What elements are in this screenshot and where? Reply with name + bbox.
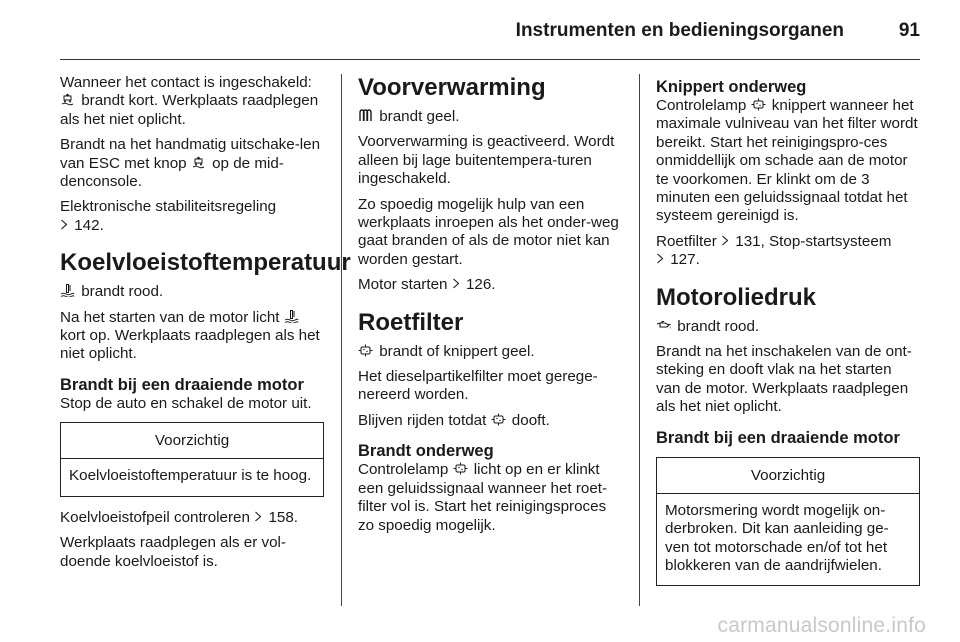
- subsection-heading: Brandt bij een draaiende motor: [656, 428, 900, 447]
- column-divider: [639, 74, 640, 606]
- paragraph: Motor starten 126.: [358, 276, 496, 294]
- esc-icon: [191, 156, 206, 169]
- caution-text: Koelvloeistoftemperatuur is te hoog.: [69, 467, 312, 485]
- subsection-heading: Knippert onderweg: [656, 78, 807, 96]
- section-heading: Motoroliedruk: [656, 283, 816, 311]
- caution-title: Voorzichtig: [657, 458, 919, 494]
- column-3: [656, 74, 920, 598]
- coolant-temperature-icon: [284, 310, 299, 323]
- paragraph: Controlelamp knippert wanneer het maximale vulniveau van het filter wordt bereikt. Start het reinigingspro-ces onmiddellijk om schade aan de motor te voorkomen. Er klinkt om de 3 minuten een geluidssignaal totdat het systeem gereinigd is.: [656, 97, 918, 225]
- watermark: carmanualsonline.info: [717, 614, 926, 637]
- paragraph: Voorverwarming is geactiveerd. Wordt alleen bij lage buitentempera-turen ingeschakeld.: [358, 133, 615, 188]
- paragraph: Stop de auto en schakel de motor uit.: [60, 394, 312, 412]
- column-1: [60, 74, 351, 578]
- cross-reference-icon: [254, 510, 262, 523]
- soot-filter-icon: [491, 413, 506, 426]
- page-reference[interactable]: 131, Stop-startsysteem: [735, 232, 892, 250]
- section-heading: Koelvloeistoftemperatuur: [60, 249, 351, 277]
- section-heading: Roetfilter: [358, 308, 464, 336]
- soot-filter-icon: [751, 98, 766, 111]
- paragraph: Werkplaats raadplegen als er vol-doende koelvloeistof is.: [60, 534, 286, 570]
- chapter-title: Instrumenten en bedieningsorganen: [515, 20, 844, 41]
- page-reference[interactable]: 158.: [268, 508, 298, 526]
- subsection-heading: Brandt bij een draaiende motor: [60, 375, 304, 394]
- cross-reference-icon: [721, 234, 729, 247]
- column-divider: [341, 74, 342, 606]
- page-reference[interactable]: 127.: [670, 251, 700, 269]
- paragraph: Elektronische stabiliteitsregeling 142.: [60, 198, 277, 234]
- column-2: [358, 74, 622, 542]
- paragraph: Het dieselpartikelfilter moet gerege-nereerd worden.: [358, 368, 598, 404]
- caution-box: [60, 422, 324, 496]
- paragraph: Brandt na het inschakelen van de ont-steking en dooft vlak na het starten van de motor. Werkplaats raadplegen als het niet oplicht.: [656, 343, 912, 416]
- oil-pressure-icon: [656, 319, 671, 332]
- section-heading: Voorverwarming: [358, 74, 546, 101]
- subsection-heading: Brandt onderweg: [358, 442, 494, 461]
- page-number: 91: [898, 20, 920, 41]
- paragraph: Zo spoedig mogelijk hulp van een werkplaats inroepen als het onder-weg gaat branden of als de motor niet kan worden gestart.: [358, 195, 619, 268]
- paragraph: Na het starten van de motor licht kort op. Werkplaats raadplegen als het niet oplicht.: [60, 308, 320, 363]
- esc-icon: [60, 93, 75, 106]
- header-divider: [60, 59, 920, 60]
- paragraph: brandt rood.: [656, 318, 920, 336]
- page-reference[interactable]: 126.: [465, 276, 496, 294]
- caution-title: Voorzichtig: [61, 423, 323, 459]
- caution-text: Motorsmering wordt mogelijk on-derbroken. Dit kan aanleiding ge-ven tot motorschade en/of tot het blokkeren van de aandrijfwielen.: [665, 501, 889, 574]
- paragraph: Roetfilter 131, Stop-startsysteem 127.: [656, 232, 892, 269]
- paragraph: Wanneer het contact is ingeschakeld: brandt kort. Werkplaats raadplegen als het niet oplicht.: [60, 74, 319, 128]
- cross-reference-icon: [656, 252, 664, 265]
- preheating-icon: [358, 109, 373, 122]
- cross-reference-icon: [60, 218, 68, 231]
- paragraph: brandt of knippert geel.: [358, 343, 622, 361]
- paragraph: Blijven rijden totdat dooft.: [358, 411, 550, 429]
- cross-reference-icon: [452, 277, 460, 290]
- paragraph: Koelvloeistofpeil controleren 158.: [60, 508, 298, 526]
- paragraph: Brandt na het handmatig uitschake-len van ESC met knop op de mid-denconsole.: [60, 136, 321, 191]
- paragraph: Controlelamp licht op en er klinkt een geluidssignaal wanneer het roet-filter vol is. Start het reinigingsproces zo spoedig mogelijk.: [358, 461, 608, 534]
- coolant-temperature-icon: [60, 284, 75, 297]
- page-header: [0, 0, 960, 62]
- paragraph: brandt rood.: [60, 283, 324, 301]
- caution-box: [656, 457, 920, 587]
- paragraph: brandt geel.: [358, 108, 622, 126]
- page-reference[interactable]: 142.: [74, 216, 104, 234]
- soot-filter-icon: [453, 462, 468, 475]
- soot-filter-icon: [358, 344, 373, 357]
